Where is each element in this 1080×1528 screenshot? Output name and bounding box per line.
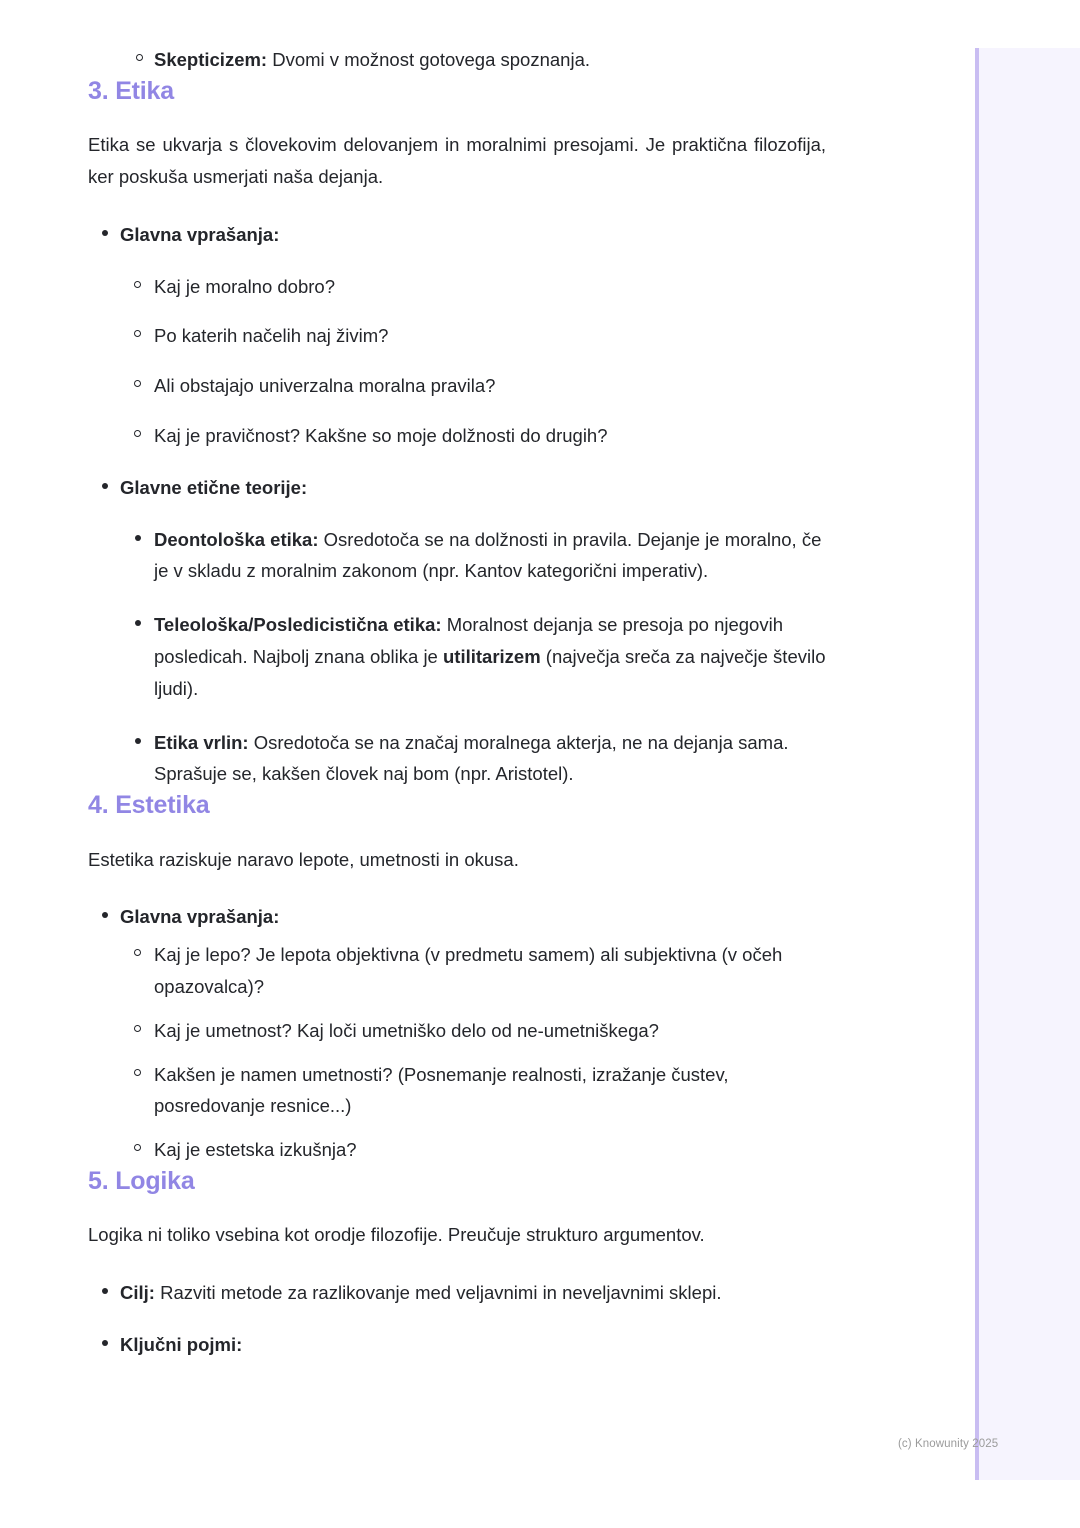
circle-bullet-icon [134, 380, 141, 387]
logika-bullet-list [88, 1277, 826, 1361]
list-item-kljucni-pojmi [88, 1329, 826, 1361]
circle-bullet-icon [134, 430, 141, 437]
circle-bullet-icon [134, 1144, 141, 1151]
document-content [88, 44, 826, 1361]
section-intro-logika: Logika ni toliko vsebina kot orodje filozofije. Preučuje strukturo argumentov. [88, 1224, 705, 1246]
disc-bullet-icon [102, 230, 108, 236]
decorative-right-band [975, 48, 1080, 1480]
disc-bullet-icon [102, 483, 108, 489]
term-label: Ključni pojmi: [120, 1333, 243, 1355]
question-text: Kaj je umetnost? Kaj loči umetniško delo od ne-umetniškega? [154, 1019, 659, 1041]
disc-bullet-icon [102, 1340, 108, 1346]
circle-bullet-icon [136, 54, 143, 61]
section-intro-estetika: Estetika raziskuje naravo lepote, umetnosti in okusa. [88, 848, 519, 870]
list-item-deontoloska [120, 524, 826, 588]
disc-bullet-icon [135, 738, 141, 744]
list-item [120, 420, 826, 452]
list-item [88, 44, 826, 76]
circle-bullet-icon [134, 281, 141, 288]
list-item [120, 1134, 826, 1166]
list-item [120, 271, 826, 303]
list-item-glavna-vprasanja [88, 219, 826, 452]
question-text: Kaj je moralno dobro? [154, 275, 335, 297]
etika-questions-list [120, 271, 826, 452]
ethical-theories-list [120, 524, 826, 791]
question-text: Ali obstajajo univerzalna moralna pravila? [154, 375, 496, 397]
etika-group-list [88, 219, 826, 791]
list-item-glavna-vprasanja [88, 901, 826, 1166]
circle-bullet-icon [134, 949, 141, 956]
list-item-cilj [88, 1277, 826, 1309]
term-description: Razviti metode za razlikovanje med veljavnimi in neveljavnimi sklepi. [154, 1282, 722, 1304]
disc-bullet-icon [135, 620, 141, 626]
list-item [120, 370, 826, 402]
theory-term: Etika vrlin: [154, 731, 249, 753]
section-heading-etika: 3. Etika [88, 76, 174, 105]
list-item [120, 1015, 826, 1047]
disc-bullet-icon [102, 912, 108, 918]
group-label: Glavna vprašanja: [120, 906, 280, 928]
list-item [120, 1059, 826, 1123]
theory-description-part2: (največja sreča za največje število ljudi). [154, 646, 826, 699]
theory-description: Osredotoča se na značaj moralnega akterja, ne na dejanja sama. Sprašuje se, kakšen človek naj bom (npr. Aristotel). [154, 731, 789, 785]
question-text: Kaj je estetska izkušnja? [154, 1139, 357, 1161]
list-item-teleoloska [120, 609, 826, 704]
copyright-watermark: (c) Knowunity 2025 [898, 1438, 999, 1450]
section-heading-logika: 5. Logika [88, 1167, 195, 1195]
term-label: Cilj: [120, 1282, 155, 1304]
list-item [120, 320, 826, 352]
group-label: Glavna vprašanja: [120, 223, 280, 245]
theory-term: Teleološka/Posledicistična etika: [154, 614, 442, 636]
theory-description: Osredotoča se na dolžnosti in pravila. Dejanje je moralno, če je v skladu z moralnim zakonom (npr. Kantov kategorični imperativ). [154, 528, 822, 582]
theory-description-part1: Moralnost dejanja se presoja po njegovih posledicah. Najbolj znana oblika je [154, 614, 783, 667]
section-heading-estetika: 4. Estetika [88, 791, 210, 820]
term-label: Skepticizem: [154, 49, 268, 70]
term-description: Dvomi v možnost gotovega spoznanja. [267, 49, 591, 70]
list-item-eticne-teorije [88, 472, 826, 791]
theory-term: Deontološka etika: [154, 528, 319, 550]
estetika-group-list [88, 901, 826, 1166]
circle-bullet-icon [134, 1025, 141, 1032]
disc-bullet-icon [102, 1288, 108, 1294]
theory-emphasis: utilitarizem [443, 646, 541, 667]
question-text: Kaj je pravičnost? Kakšne so moje dolžnosti do drugih? [154, 424, 608, 446]
question-text: Po katerih načelih naj živim? [154, 325, 389, 347]
question-text: Kakšen je namen umetnosti? (Posnemanje realnosti, izražanje čustev, posredovanje resnice...) [154, 1063, 729, 1117]
list-item-etika-vrlin [120, 727, 826, 791]
circle-bullet-icon [134, 330, 141, 337]
circle-bullet-icon [134, 1069, 141, 1076]
list-item [120, 939, 826, 1003]
question-text: Kaj je lepo? Je lepota objektivna (v predmetu samem) ali subjektivna (v očeh opazovalca)? [154, 944, 783, 997]
group-label: Glavne etične teorije: [120, 476, 308, 498]
disc-bullet-icon [135, 535, 141, 541]
section-intro-etika: Etika se ukvarja s človekovim delovanjem in moralnimi presojami. Je praktična filozofija, ker poskuša usmerjati naša dejanja. [88, 134, 826, 187]
estetika-questions-list [120, 939, 826, 1166]
